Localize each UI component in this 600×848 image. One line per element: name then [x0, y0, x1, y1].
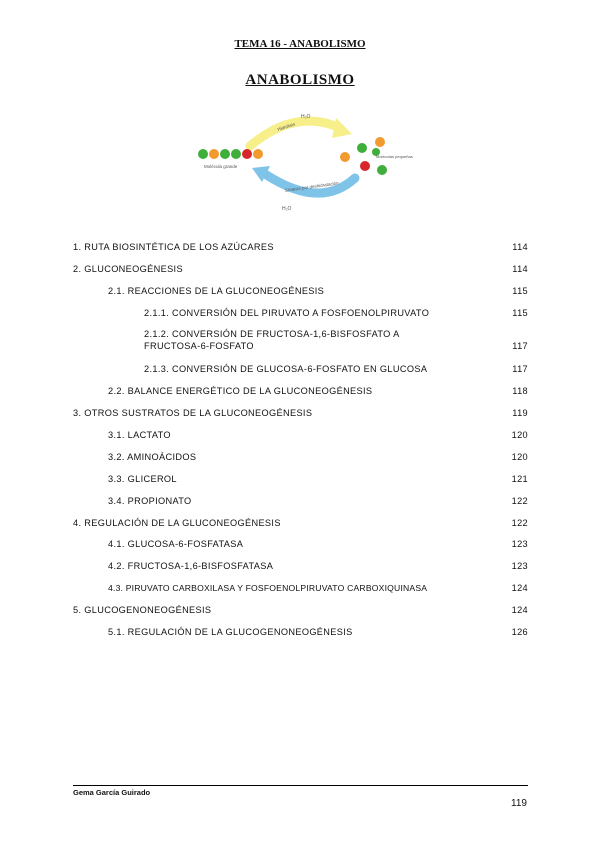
toc-entry[interactable] [73, 626, 528, 638]
monomer-green [198, 149, 208, 159]
label-left: Molécula grande [204, 164, 238, 169]
monomer-green [357, 143, 367, 153]
monomer-green [220, 149, 230, 159]
toc-entry-text: 3.2. AMINOÁCIDOS [108, 452, 197, 462]
toc-entry-page: 114 [512, 264, 528, 274]
label-right: Moléculas pequeñas [376, 154, 413, 159]
toc-entry[interactable] [73, 363, 528, 375]
toc-entry-page: 120 [511, 430, 528, 440]
toc-entry-page: 123 [511, 561, 528, 571]
monomer-red [360, 161, 370, 171]
toc-entry-page: 115 [512, 286, 528, 296]
toc-entry-page: 117 [512, 341, 528, 351]
toc-entry[interactable] [73, 429, 528, 441]
toc-entry[interactable] [73, 517, 528, 529]
toc-entry-page: 118 [512, 386, 528, 396]
toc-entry-text: 4.3. PIRUVATO CARBOXILASA Y FOSFOENOLPIRUVATO CARBOXIQUINASA [108, 583, 428, 593]
toc-entry-page: 122 [511, 496, 528, 506]
toc-entry[interactable] [73, 263, 528, 275]
page-number: 119 [511, 798, 527, 809]
toc-entry-page: 119 [512, 408, 528, 418]
page-title: ANABOLISMO [245, 72, 355, 88]
monomer-orange [340, 152, 350, 162]
toc-entry-text: 4.1. GLUCOSA-6-FOSFATASA [108, 539, 244, 549]
monomer-red [242, 149, 252, 159]
toc-entry-page: 124 [511, 583, 528, 593]
toc-entry-text: 4.2. FRUCTOSA-1,6-BISFOSFATASA [108, 561, 274, 571]
toc-entry-text: 3.3. GLICEROL [108, 474, 177, 484]
toc-entry-page: 124 [511, 605, 528, 615]
toc-entry-page: 117 [512, 364, 528, 374]
toc-entry-text: 3.4. PROPIONATO [108, 496, 192, 506]
toc-entry[interactable] [73, 407, 528, 419]
footer-author: Gema García Guirado [73, 788, 151, 797]
toc-entry[interactable] [73, 307, 528, 319]
toc-entry-text: 2. GLUCONEOGÉNESIS [73, 264, 183, 274]
monomer-green [231, 149, 241, 159]
toc-entry[interactable] [73, 582, 528, 594]
toc-entry[interactable] [73, 473, 528, 485]
toc-entry-text: 2.1.3. CONVERSIÓN DE GLUCOSA-6-FOSFATO EN GLUCOSA [144, 364, 428, 374]
toc-entry-page: 120 [511, 452, 528, 462]
monomer-green [377, 165, 387, 175]
toc-entry[interactable] [73, 604, 528, 616]
label-bottom-arrow: Síntesis por deshidratación [284, 180, 339, 193]
toc-entry-text: 3. OTROS SUSTRATOS DE LA GLUCONEOGÉNESIS [73, 408, 313, 418]
toc-entry-text: 5. GLUCOGENONEOGÉNESIS [73, 605, 212, 615]
toc-entry[interactable] [73, 385, 528, 397]
toc-entry[interactable] [73, 560, 528, 572]
toc-entry-text: 5.1. REGULACIÓN DE LA GLUCOGENONEOGÉNESIS [108, 627, 353, 637]
toc-entry-text: 2.1.1. CONVERSIÓN DEL PIRUVATO A FOSFOENOLPIRUVATO [144, 308, 430, 318]
monomer-orange [209, 149, 219, 159]
toc-entry[interactable] [73, 328, 528, 352]
label-top-arrow: Hidrólisis [276, 121, 296, 132]
toc-entry-text: 2.1. REACCIONES DE LA GLUCONEOGÉNESIS [108, 286, 325, 296]
toc-entry-page: 126 [511, 627, 528, 637]
toc-entry[interactable] [73, 538, 528, 550]
toc-entry[interactable] [73, 495, 528, 507]
toc-entry-page: 115 [512, 308, 528, 318]
toc-entry-text: 2.2. BALANCE ENERGÉTICO DE LA GLUCONEOGÉNESIS [108, 386, 373, 396]
toc-entry-text: 1. RUTA BIOSINTÉTICA DE LOS AZÚCARES [73, 242, 274, 252]
toc-entry-page: 114 [512, 242, 528, 252]
label-top: H₂O [301, 114, 311, 120]
hydrolysis-arrowhead [332, 118, 352, 138]
label-bottom: H₂O [282, 206, 292, 212]
toc-entry[interactable] [73, 285, 528, 297]
toc-entry-page: 123 [511, 539, 528, 549]
footer-divider [73, 785, 528, 786]
monomer-orange [375, 137, 385, 147]
header-title: TEMA 16 - ANABOLISMO [234, 38, 366, 50]
toc-entry-page: 121 [511, 474, 528, 484]
toc-entry-text: 2.1.2. CONVERSIÓN DE FRUCTOSA-1,6-BISFOSFATO A [144, 329, 400, 339]
toc-entry[interactable] [73, 451, 528, 463]
toc-entry-page: 122 [511, 518, 528, 528]
hydrolysis-diagram [190, 108, 420, 218]
monomer-orange [253, 149, 263, 159]
toc-entry-text: 3.1. LACTATO [108, 430, 171, 440]
toc-entry[interactable] [73, 241, 528, 253]
toc-entry-text: 4. REGULACIÓN DE LA GLUCONEOGÉNESIS [73, 518, 281, 528]
toc-entry-text-line2: FRUCTOSA-6-FOSFATO [144, 341, 254, 351]
